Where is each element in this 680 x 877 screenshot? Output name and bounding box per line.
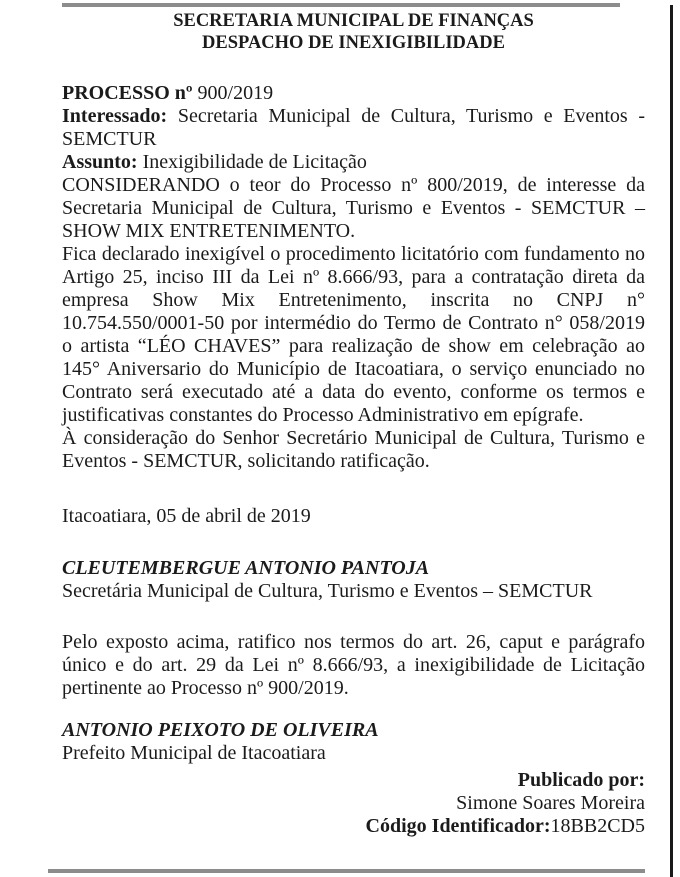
page-right-border [670, 5, 673, 877]
department-title: SECRETARIA MUNICIPAL DE FINANÇAS [173, 11, 534, 31]
processo-line [62, 82, 645, 105]
interessado-label: Interessado: [62, 105, 168, 127]
consideracao-paragraph: À consideração do Senhor Secretário Municipal de Cultura, Turismo e Eventos - SEMCTUR, solicitando ratificação. [62, 427, 645, 472]
identifier-code-value: 18BB2CD5 [550, 815, 645, 837]
signature-name-secretary: CLEUTEMBERGUE ANTONIO PANTOJA [62, 557, 430, 579]
published-by-label: Publicado por: [517, 769, 645, 791]
processo-label: PROCESSO nº [62, 82, 193, 104]
document-content [62, 0, 645, 838]
interessado-line [62, 105, 645, 151]
interessado-value: Secretaria Municipal de Cultura, Turismo e Eventos - SEMCTUR [62, 105, 645, 150]
assunto-value: Inexigibilidade de Licitação [142, 151, 367, 173]
ratificacao-paragraph: Pelo exposto acima, ratifico nos termos do art. 26, caput e parágrafo único e do art. 29 da Lei nº 8.666/93, a inexigibilidade de Licitação pertinente ao Processo nº 900/2019. [62, 631, 645, 699]
assunto-label: Assunto: [62, 151, 138, 173]
bottom-divider-rule [48, 869, 645, 873]
identifier-code-label: Código Identificador: [365, 815, 551, 837]
identifier-code-line [62, 815, 645, 838]
published-by-name: Simone Soares Moreira [456, 792, 645, 814]
document-header [62, 10, 645, 54]
considerando-paragraph: CONSIDERANDO o teor do Processo nº 800/2019, de interesse da Secretaria Municipal de Cultura, Turismo e Eventos - SEMCTUR – SHOW MIX ENTRETENIMENTO. [62, 174, 645, 242]
processo-value: 900/2019 [197, 82, 274, 104]
document-body [62, 82, 645, 838]
document-type-title: DESPACHO DE INEXIGIBILIDADE [202, 33, 505, 53]
declaracao-paragraph: Fica declarado inexigível o procedimento licitatório com fundamento no Artigo 25, inciso III da Lei nº 8.666/93, para a contratação direta da empresa Show Mix Entretenimento, inscrita no CNPJ n° 10.754.550/0001-50 por intermédio do Termo de Contrato n° 058/2019 o artista “LÉO CHAVES” para realização de show em celebração ao 145° Aniversario do Município de Itacoatiara, o serviço enunciado no Contrato será executado até a data do evento, conforme os termos e justificativas constantes do Processo Administrativo em epígrafe. [62, 243, 645, 426]
assunto-line [62, 151, 645, 174]
signature-role-secretary: Secretária Municipal de Cultura, Turismo e Eventos – SEMCTUR [62, 580, 593, 602]
signature-name-mayor: ANTONIO PEIXOTO DE OLIVEIRA [62, 719, 379, 741]
dateline: Itacoatiara, 05 de abril de 2019 [62, 505, 311, 527]
signature-role-mayor: Prefeito Municipal de Itacoatiara [62, 742, 326, 764]
